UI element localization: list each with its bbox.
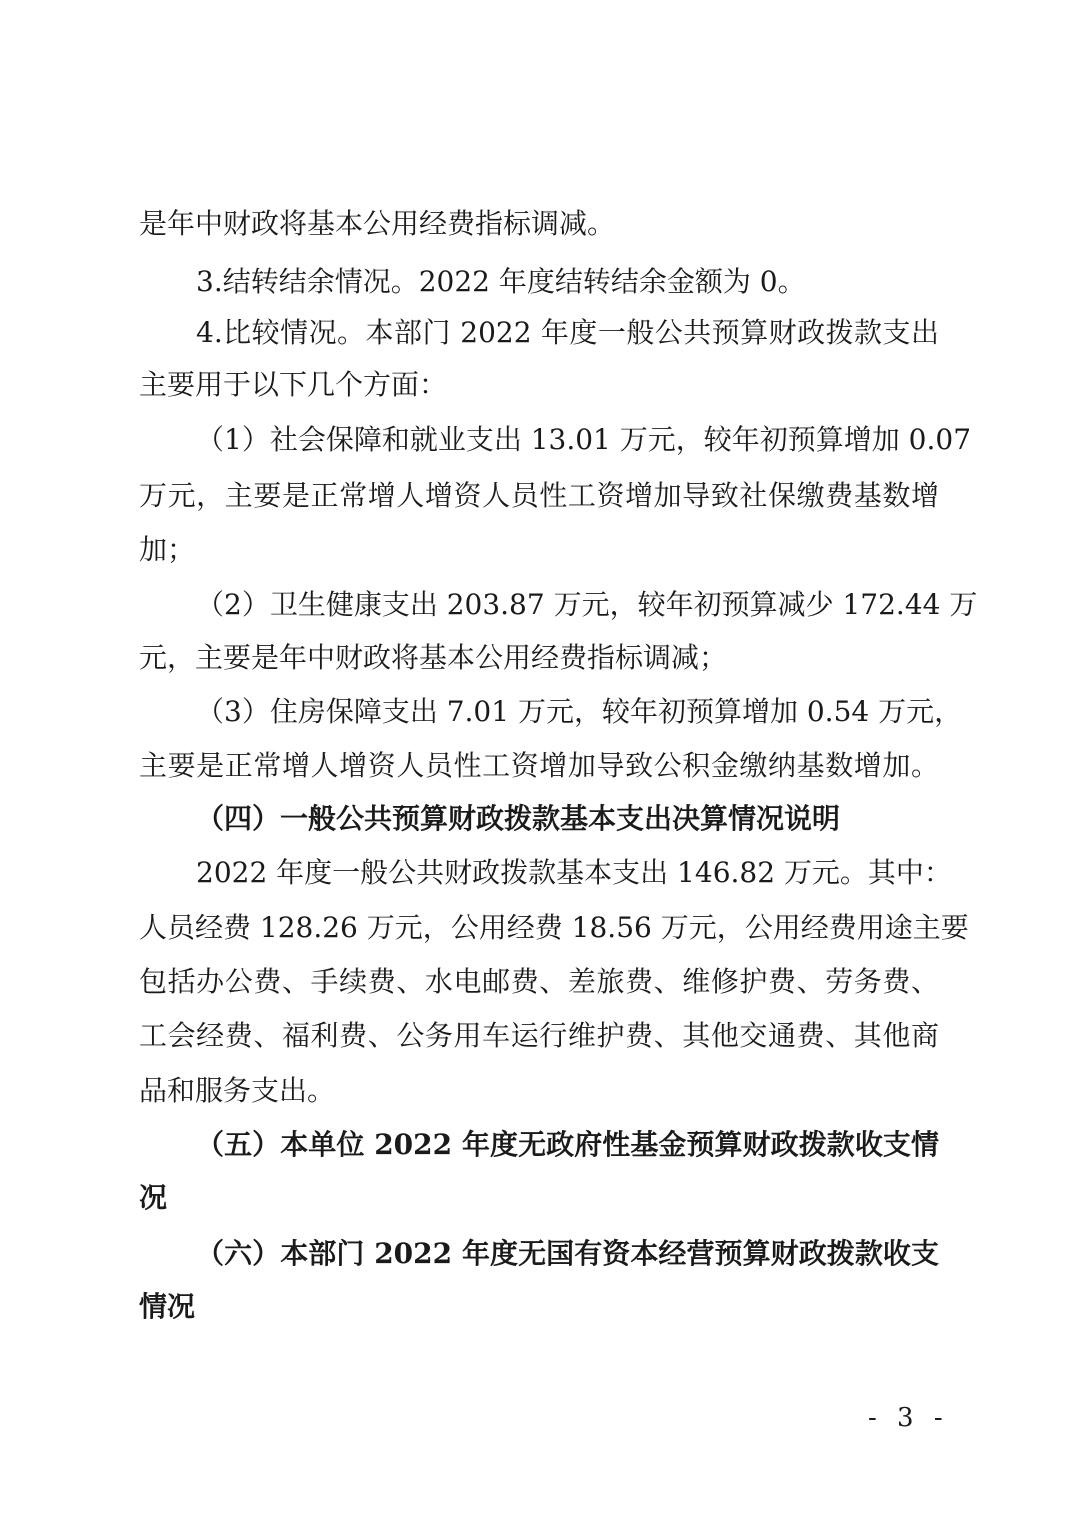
page-number: - 3 -: [868, 1403, 949, 1433]
item-4-comparison-line2: 主要用于以下几个方面：: [139, 368, 448, 401]
sub-item-2-line2: 元，主要是年中财政将基本公用经费指标调减；: [139, 641, 728, 674]
sub-item-1-line3: 加；: [139, 533, 196, 566]
sub-item-1-line1: （1）社会保障和就业支出 13.01 万元，较年初预算增加 0.07: [196, 423, 972, 456]
section-4-line3: 包括办公费、手续费、水电邮费、差旅费、维修护费、劳务费、: [139, 965, 939, 998]
item-3-carryover: 3.结转结余情况。2022 年度结转结余金额为 0。: [196, 265, 806, 298]
sub-item-3-line2: 主要是正常增人增资人员性工资增加导致公积金缴纳基数增加。: [139, 749, 939, 782]
sub-item-3-line1: （3）住房保障支出 7.01 万元，较年初预算增加 0.54 万元，: [196, 695, 963, 728]
section-4-heading: （四）一般公共预算财政拨款基本支出决算情况说明: [196, 802, 841, 835]
section-4-line5: 品和服务支出。: [139, 1074, 336, 1107]
section-6-heading-line1: （六）本部门 2022 年度无国有资本经营预算财政拨款收支: [196, 1237, 939, 1270]
item-4-comparison-line1: 4.比较情况。本部门 2022 年度一般公共预算财政拨款支出: [196, 316, 939, 349]
section-4-line1: 2022 年度一般公共财政拨款基本支出 146.82 万元。其中：: [196, 856, 952, 889]
paragraph-continuation: 是年中财政将基本公用经费指标调减。: [139, 207, 616, 240]
section-6-heading-line2: 情况: [139, 1290, 196, 1323]
sub-item-2-line1: （2）卫生健康支出 203.87 万元，较年初预算减少 172.44 万: [196, 588, 978, 621]
sub-item-1-line2: 万元，主要是正常增人增资人员性工资增加导致社保缴费基数增: [139, 479, 939, 512]
section-4-line2: 人员经费 128.26 万元，公用经费 18.56 万元，公用经费用途主要: [139, 911, 969, 944]
section-4-line4: 工会经费、福利费、公务用车运行维护费、其他交通费、其他商: [139, 1019, 939, 1052]
section-5-heading-line1: （五）本单位 2022 年度无政府性基金预算财政拨款收支情: [196, 1128, 939, 1161]
section-5-heading-line2: 况: [139, 1181, 168, 1214]
